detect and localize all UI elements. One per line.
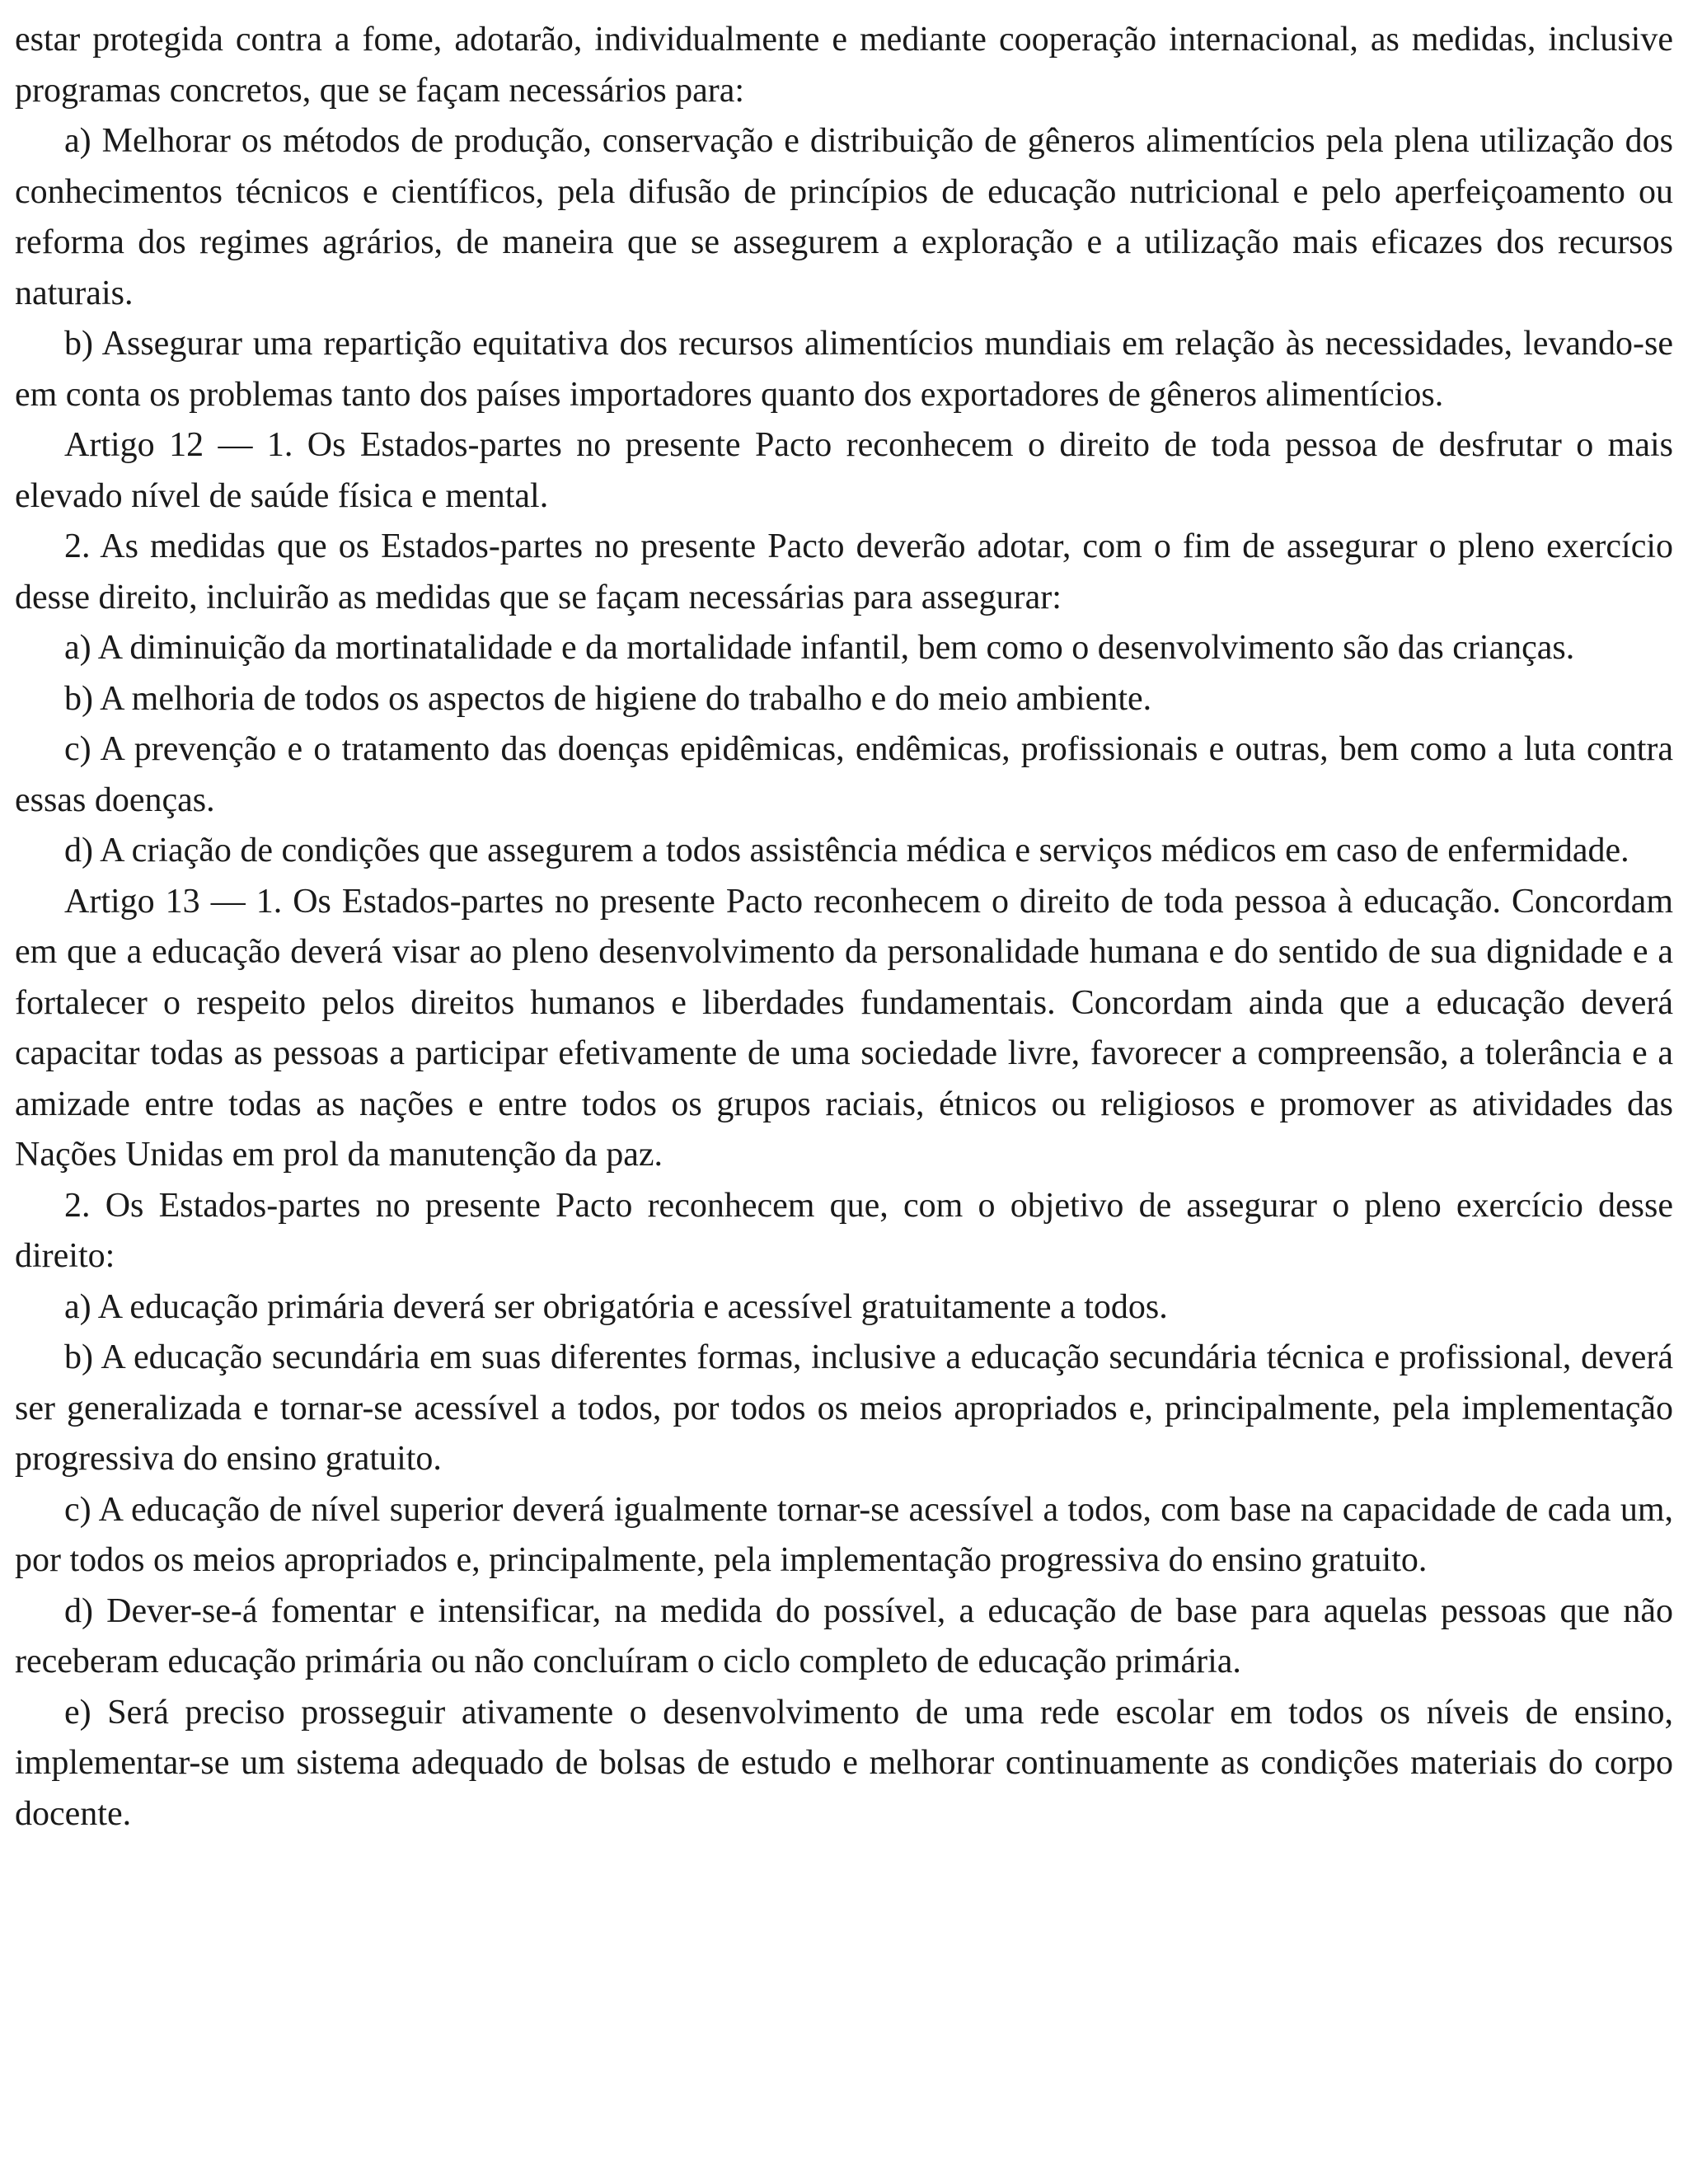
paragraph-item-a-primary-education: a) A educação primária deverá ser obrigatória e acessível gratuitamente a todos. — [64, 1287, 1168, 1326]
paragraph-item-a-mortality: a) A diminuição da mortinatalidade e da mortalidade infantil, bem como o desenvolvimento são das crianças. — [64, 629, 1575, 667]
paragraph-article-12-1: Artigo 12 — 1. Os Estados-partes no presente Pacto reconhecem o direito de toda pessoa de desfrutar o mais elevado nível de saúde física e mental. — [15, 426, 1673, 515]
paragraph-item-a-food-production: a) Melhorar os métodos de produção, conservação e distribuição de gêneros alimentícios pela plena utilização dos conhecimentos técnicos e científicos, pela difusão de princípios de educação nutricional e pelo aperfeiçoamento ou reforma dos regimes agrários, de maneira que se assegurem a exploração e a utilização mais eficazes dos recursos naturais. — [15, 122, 1673, 312]
paragraph-item-b-secondary-education: b) A educação secundária em suas diferentes formas, inclusive a educação secundária técnica e profissional, deverá ser generalizada e tornar-se acessível a todos, por todos os meios apropriados e, principalmente, pela implementação progressiva do ensino gratuito. — [15, 1338, 1673, 1478]
paragraph-article-13-1: Artigo 13 — 1. Os Estados-partes no presente Pacto reconhecem o direito de toda pessoa à educação. Concordam em que a educação deverá visar ao pleno desenvolvimento da personalidade humana e do sentido de sua dignidade e a fortalecer o respeito pelos direitos humanos e liberdades fundamentais. Concordam ainda que a educação deverá capacitar todas as pessoas a participar efetivamente de uma sociedade livre, favorecer a compreensão, a tolerância e a amizade entre todas as nações e entre todos os grupos raciais, étnicos ou religiosos e promover as atividades das Nações Unidas em prol da manutenção da paz. — [15, 882, 1673, 1174]
paragraph-article-13-2: 2. Os Estados-partes no presente Pacto reconhecem que, com o objetivo de assegurar o pleno exercício desse direito: — [15, 1186, 1673, 1275]
paragraph-item-d-medical-care: d) A criação de condições que assegurem a todos assistência médica e serviços médicos em caso de enfermidade. — [64, 832, 1629, 869]
paragraph-item-d-basic-education: d) Dever-se-á fomentar e intensificar, na medida do possível, a educação de base para aquelas pessoas que não receberam educação primária ou não concluíram o ciclo completo de educação primária. — [15, 1591, 1673, 1680]
paragraph-item-e-school-network: e) Será preciso prosseguir ativamente o desenvolvimento de uma rede escolar em todos os níveis de ensino, implementar-se um sistema adequado de bolsas de estudo e melhorar continuamente as condições materiais do corpo docente. — [15, 1693, 1673, 1833]
paragraph-continuation: estar protegida contra a fome, adotarão, individualmente e mediante cooperação internacional, as medidas, inclusive programas concretos, que se façam necessários para: — [15, 21, 1673, 110]
paragraph-article-12-2: 2. As medidas que os Estados-partes no presente Pacto deverão adotar, com o fim de assegurar o pleno exercício desse direito, incluirão as medidas que se façam necessárias para assegurar: — [15, 527, 1673, 616]
paragraph-item-b-hygiene: b) A melhoria de todos os aspectos de higiene do trabalho e do meio ambiente. — [64, 679, 1152, 718]
paragraph-item-c-diseases: c) A prevenção e o tratamento das doenças epidêmicas, endêmicas, profissionais e outras, bem como a luta contra essas doenças. — [15, 730, 1673, 819]
paragraph-item-b-food-distribution: b) Assegurar uma repartição equitativa dos recursos alimentícios mundiais em relação às necessidades, levando-se em conta os problemas tanto dos países importadores quanto dos exportadores de gêneros alimentícios. — [15, 325, 1673, 414]
paragraph-item-c-higher-education: c) A educação de nível superior deverá igualmente tornar-se acessível a todos, com base na capacidade de cada um, por todos os meios apropriados e, principalmente, pela implementação progressiva do ensino gratuito. — [15, 1490, 1673, 1579]
document-page — [15, 15, 1673, 1840]
